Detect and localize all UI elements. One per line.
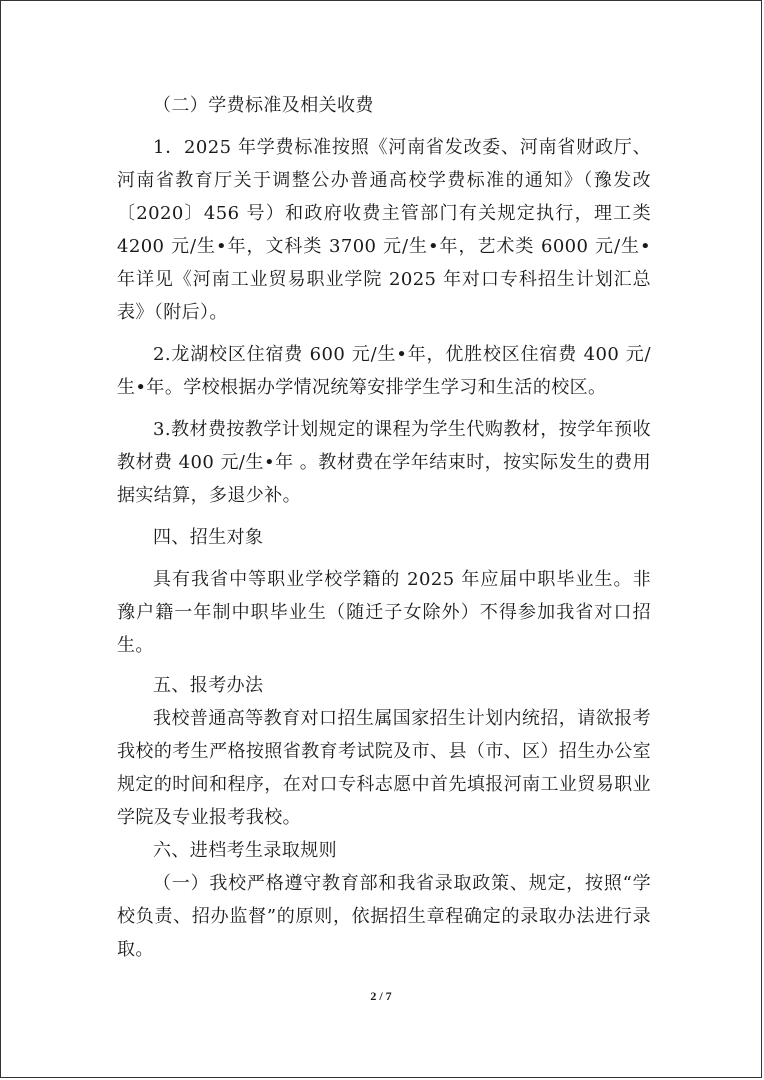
paragraph-admission-rules: （一）我校严格遵守教育部和我省录取政策、规定，按照“学校负责、招办监督”的原则，依据招生章程确定的录取办法进行录取。 [117,873,651,960]
paragraph-application-method: 我校普通高等教育对口招生属国家招生计划内统招，请欲报考我校的考生严格按照省教育考试院及市、县（市、区）招生办公室规定的时间和程序，在对口专科志愿中首先填报河南工业贸易职业学院及专业报考我校。 [117,708,651,828]
heading-enrollment-target: 四、招生对象 [153,527,264,548]
heading-application-method: 五、报考办法 [153,675,264,696]
paragraph-textbook-fee: 3.教材费按教学计划规定的课程为学生代购教材，按学年预收教材费 400 元/生•年 。教材费在学年结束时，按实际发生的费用据实结算，多退少补。 [117,419,651,506]
paragraph-accommodation-fee: 2.龙湖校区住宿费 600 元/生•年，优胜校区住宿费 400 元/生•年。学校根据办学情况统筹安排学生学习和生活的校区。 [117,344,651,398]
heading-tuition-standard: （二）学费标准及相关收费 [153,95,374,116]
document-body [117,89,651,966]
paragraph-enrollment-target: 具有我省中等职业学校学籍的 2025 年应届中职毕业生。非豫户籍一年制中职毕业生（随迁子女除外）不得参加我省对口招生。 [117,569,651,656]
heading-admission-rules: 六、进档考生录取规则 [153,840,337,861]
paragraph-tuition-rates: 1．2025 年学费标准按照《河南省发改委、河南省财政厅、河南省教育厅关于调整公办普通高校学费标准的通知》（豫发改〔2020〕456 号）和政府收费主管部门有关规定执行，理工类 4200 元/生•年，文科类 3700 元/生•年，艺术类 6000 元/生•年详见《河南工业贸易职业学院 2025 年对口专科招生计划汇总表》（附后）。 [117,137,651,323]
page-number: 2 / 7 [370,989,392,1003]
